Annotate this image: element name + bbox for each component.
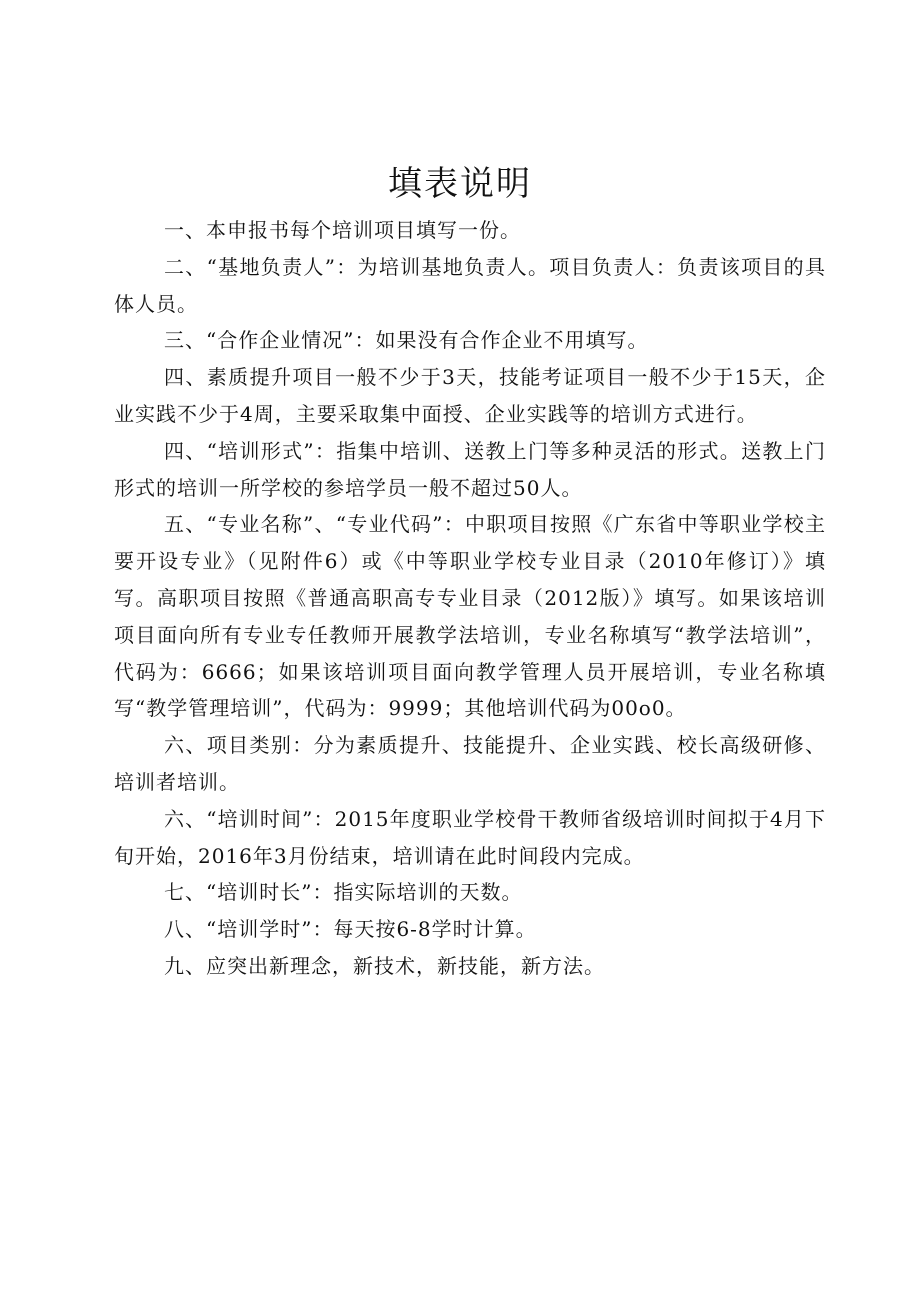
instructions-body (114, 212, 826, 985)
instruction-paragraph-5: 四、“培训形式”：指集中培训、送教上门等多种灵活的形式。送教上门形式的培训一所学校的参培学员一般不超过50人。 (114, 438, 826, 500)
instruction-paragraph-6: 五、“专业名称”、“专业代码”：中职项目按照《广东省中等职业学校主要开设专业》（见附件6）或《中等职业学校专业目录（2010年修订）》填写。高职项目按照《普通高职高专专业目录（2012版）》填写。如果该培训项目面向所有专业专任教师开展教学法培训，专业名称填写“教学法培训”，代码为：6666；如果该培训项目面向教学管理人员开展培训，专业名称填写“教学管理培训”，代码为：9999；其他培训代码为00o0。 (114, 512, 826, 721)
instruction-paragraph-9: 七、“培训时长”：指实际培训的天数。 (164, 880, 523, 905)
instruction-paragraph-4: 四、素质提升项目一般不少于3天，技能考证项目一般不少于15天，企业实践不少于4周，主要采取集中面授、企业实践等的培训方式进行。 (114, 365, 826, 426)
instruction-paragraph-10: 八、“培训学时”：每天按6-8学时计算。 (164, 917, 537, 942)
instruction-paragraph-8: 六、“培训时间”：2015年度职业学校骨干教师省级培训时间拟于4月下旬开始，2016年3月份结束，培训请在此时间段内完成。 (114, 806, 826, 868)
instruction-paragraph-2: 二、“基地负责人”：为培训基地负责人。项目负责人：负责该项目的具体人员。 (114, 254, 826, 316)
instruction-paragraph-3: 三、“合作企业情况”：如果没有合作企业不用填写。 (164, 328, 649, 353)
page-title: 填表说明 (388, 164, 532, 204)
instruction-paragraph-7: 六、项目类别：分为素质提升、技能提升、企业实践、校长高级研修、培训者培训。 (114, 733, 826, 794)
instruction-paragraph-1: 一、本申报书每个培训项目填写一份。 (164, 218, 521, 242)
instruction-paragraph-11: 九、应突出新理念，新技术，新技能，新方法。 (164, 953, 605, 978)
